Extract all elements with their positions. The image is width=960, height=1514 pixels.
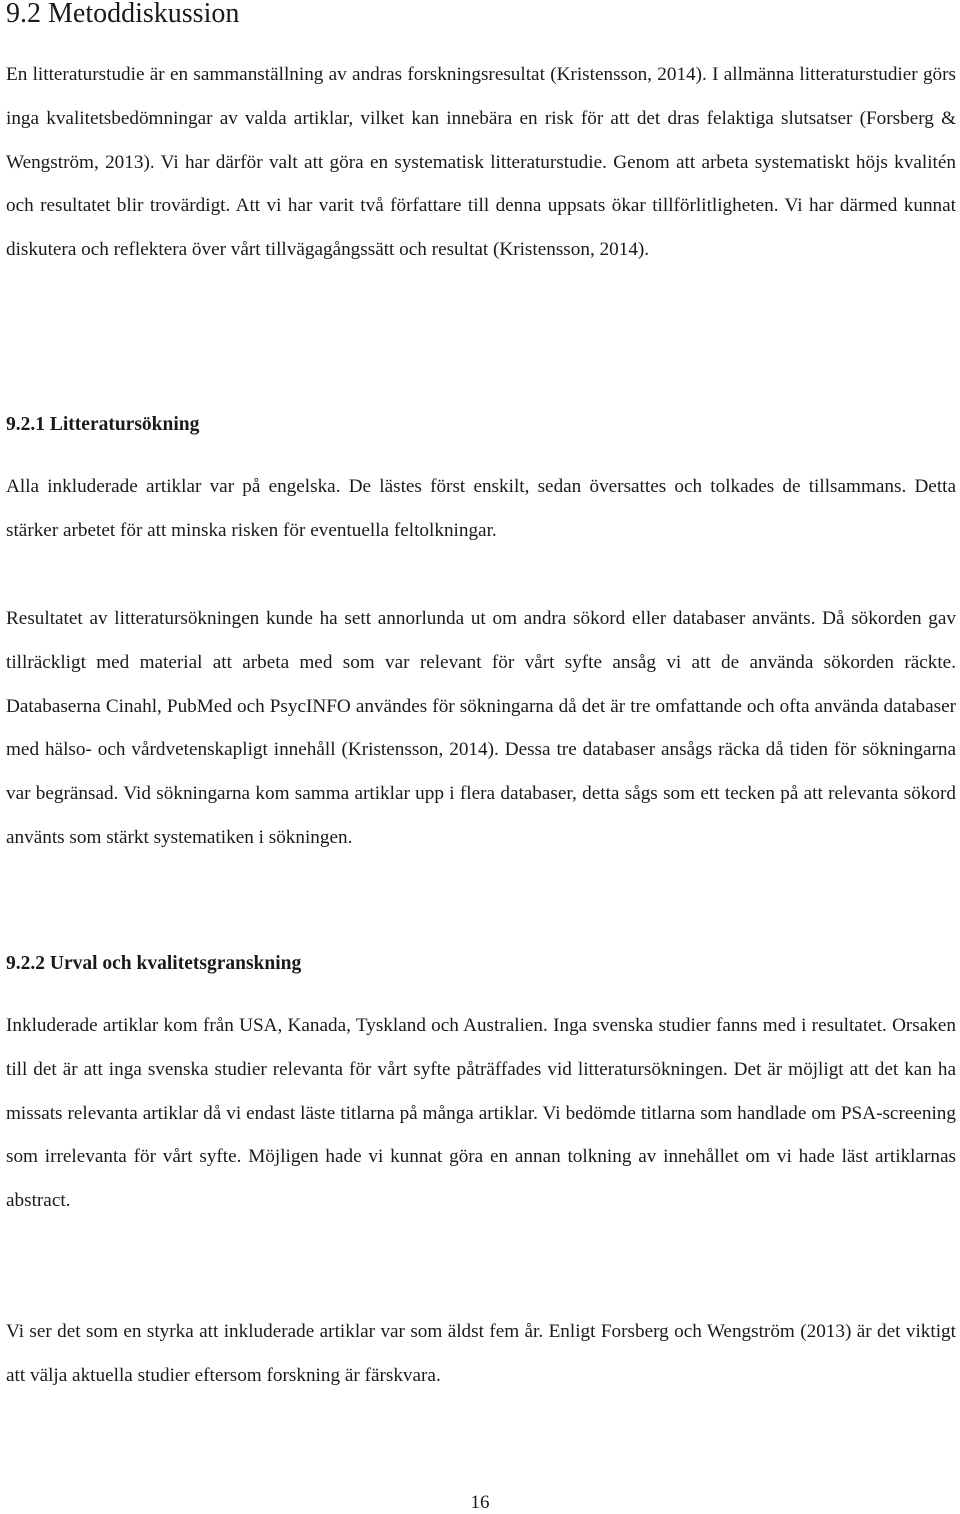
urval-heading: 9.2.2 Urval och kvalitetsgranskning [6,953,302,974]
litteratursokning-paragraph-1: Alla inkluderade artiklar var på engelska. De lästes först enskilt, sedan översattes och tolkades de tillsammans. Detta stärker arbetet för att minska risken för eventuella feltolkningar. [6,476,956,541]
page-number: 16 [470,1492,490,1513]
urval-paragraph-2: Vi ser det som en styrka att inkluderade artiklar var som äldst fem år. Enligt Forsberg och Wengström (2013) är det viktigt att välja aktuella studier eftersom forskning är färskvara. [6,1321,956,1386]
litteratursokning-paragraph-2: Resultatet av litteratursökningen kunde ha sett annorlunda ut om andra sökord eller databaser använts. Då sökorden gav tillräckligt med material att arbeta med som var relevant för vårt syfte ansåg vi att de använda sökorden räckte. Databaserna Cinahl, PubMed och PsycINFO användes för sökningarna då det är tre omfattande och ofta använda databaser med hälso- och vårdvetenskapligt innehåll (Kristensson, 2014). Dessa tre databaser ansågs räcka då tiden för sökningarna var begränsad. Vid sökningarna kom samma artiklar upp i flera databaser, detta sågs som ett tecken på att relevanta sökord använts som stärkt systematiken i sökningen. [6,608,956,848]
urval-paragraph-1: Inkluderade artiklar kom från USA, Kanada, Tyskland och Australien. Inga svenska studier fanns med i resultatet. Orsaken till det är att inga svenska studier relevanta för vårt syfte påträffades vid litteratursökningen. Det är möjligt att det kan ha missats relevanta artiklar då vi endast läste titlarna på många artiklar. Vi bedömde titlarna som handlade om PSA-screening som irrelevanta för vårt syfte. Möjligen hade vi kunnat göra en annan tolkning av innehållet om vi hade läst artiklarnas abstract. [6,1015,956,1212]
metoddiskussion-paragraph: En litteraturstudie är en sammanställning av andras forskningsresultat (Kristensson, 2014). I allmänna litteraturstudier görs inga kvalitetsbedömningar av valda artiklar, vilket kan innebära en risk för att det dras felaktiga slutsatser (Forsberg & Wengström, 2013). Vi har därför valt att göra en systematisk litteraturstudie. Genom att arbeta systematiskt höjs kvalitén och resultatet blir trovärdigt. Att vi har varit två författare till denna uppsats ökar tillförlitligheten. Vi har därmed kunnat diskutera och reflektera över vårt tillvägagångssätt och resultat (Kristensson, 2014). [6,64,956,261]
litteratursokning-heading: 9.2.1 Litteratursökning [6,414,200,435]
section-title: 9.2 Metoddiskussion [6,0,240,29]
